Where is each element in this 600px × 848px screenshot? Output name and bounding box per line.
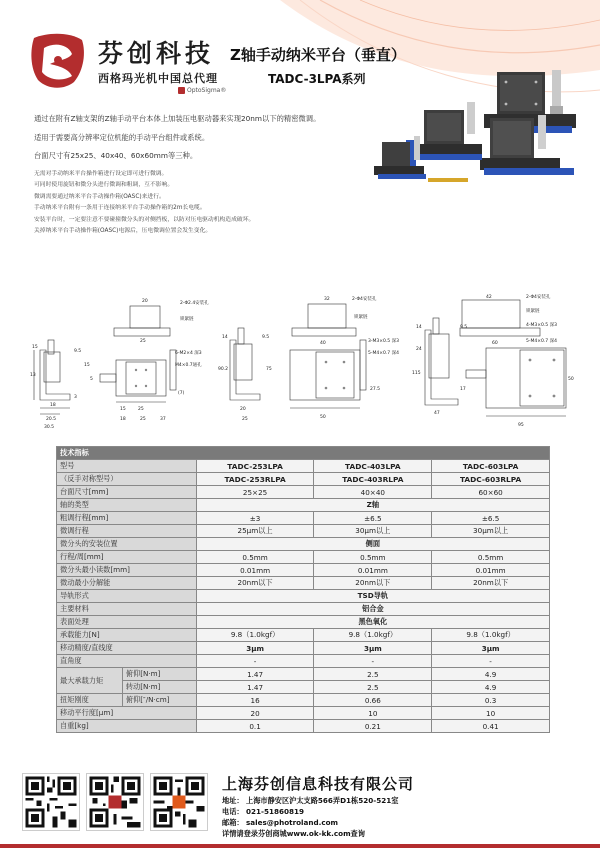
d1-dim: 13 [30,373,36,378]
d1-dim: 20.5 [46,417,57,422]
spec-cell: 0.21 [314,720,432,733]
d3-dim: 42 [486,295,492,300]
spec-cell: 0.01mm [196,564,314,577]
d1-dim: 15 [120,407,126,412]
spec-label: 承载能力[N] [57,629,197,642]
spec-cell: 0.1 [196,720,314,733]
d1-m2: 6-M2×4 深3 [175,351,202,356]
table-row [57,525,550,538]
spec-cell: 20nm以下 [314,577,432,590]
technical-drawings [30,290,575,440]
spec-cell: TADC-253LPA [196,460,314,473]
d1-dim: 25 [138,407,144,412]
spec-label: 自重[kg] [57,720,197,733]
spec-cell: 25μm以上 [196,525,314,538]
d2-m3: 3-M3×0.5 深3 [368,339,399,344]
d1-holes: 2-Φ2.4安装孔 [180,301,209,306]
footer-bar [0,844,600,848]
brand-name: 芬创科技 [98,39,215,68]
website-note[interactable]: 详情请登录芬创商城www.ok-kk.com查询 [222,829,365,838]
spec-cell: 0.5mm [432,551,550,564]
opto-logo-icon [178,87,185,94]
desc-line: 台面尺寸有25x25、40x40、60x60mm等三种。 [34,151,198,160]
d1-dim: 20 [142,299,148,304]
table-row [57,538,550,551]
spec-label: 台面尺寸[mm] [57,486,197,499]
spec-cell: 9.8（1.0kgf） [314,629,432,642]
address-label: 地址： [222,796,244,805]
table-row [57,486,550,499]
d1-dim: (7) [178,391,185,396]
d2-dim: 75 [266,367,272,372]
logo-mark-icon [28,30,88,92]
table-row [57,694,550,707]
email-label: 邮箱： [222,818,244,827]
d1-dim: 18 [50,403,56,408]
table-row [57,603,550,616]
qr-code-icon [150,773,208,831]
desc-note: 无需对手动纳米平台操作箱进行设定即可进行微调。 [34,170,168,177]
spec-cell: 3μm [196,642,314,655]
spec-cell: 30μm以上 [314,525,432,538]
d3-dim: 50 [568,377,574,382]
d3-dim: 24 [416,347,422,352]
d3-dim: 9.5 [460,325,468,330]
brand-subtitle: 西格玛光机中国总代理 [98,72,218,85]
spec-cell: 20 [196,707,314,720]
spec-cell: 3μm [432,642,550,655]
spec-cell: TADC-603RLPA [432,473,550,486]
spec-label: 微调行程 [57,525,197,538]
d1-m4: M4×0.7通孔 [175,363,202,368]
opto-badge [178,87,226,94]
spec-label: 主要材料 [57,603,197,616]
table-row [57,551,550,564]
spec-label: 导轨形式 [57,590,197,603]
table-row [57,590,550,603]
spec-cell: 1.47 [196,681,314,694]
spec-cell: 20nm以下 [196,577,314,590]
spec-label: 微分头的安装位置 [57,538,197,551]
d2-dim: 20 [240,407,246,412]
d1-dim: 5 [90,377,93,382]
d3-dim: 115 [412,371,421,376]
d2-lock: 锁紧链 [354,315,368,320]
d2-m4: 5-M4×0.7 深4 [368,351,399,356]
spec-label: 表面处理 [57,616,197,629]
company-name: 上海芬创信息科技有限公司 [222,775,415,793]
d3-dim: 95 [518,423,524,428]
desc-note: 可同时使用旋钮和微分头进行微调和粗调，互不影响。 [34,182,174,188]
spec-label: 扭矩刚度 [57,694,123,707]
d2-dim: 14 [222,335,228,340]
opto-badge-text: OptoSigma® [187,87,227,94]
phone-label: 电话： [222,807,244,816]
product-photo [372,70,587,195]
company-logo [28,30,227,102]
spec-label: 粗调行程[mm] [57,512,197,525]
spec-table-header [57,447,550,460]
spec-label: 轴的类型 [57,499,197,512]
d3-dim: 17 [460,387,466,392]
d1-dim: 15 [32,345,38,350]
table-row [57,616,550,629]
table-row [57,707,550,720]
spec-cell: ±6.5 [432,512,550,525]
desc-line: 适用于需要高分辨率定位机能的手动平台组件或系统。 [34,132,210,142]
spec-cell: 4.9 [432,668,550,681]
qr-code-icon [86,773,144,831]
contact-info [222,795,398,839]
desc-line: 通过在附有Z轴支架的Z轴手动平台本体上加装压电驱动器来实现20nm以下的精密微调。 [34,114,321,123]
d3-lock: 锁紧链 [526,309,540,314]
spec-cell: TSD导轨 [196,590,549,603]
spec-cell: 60×60 [432,486,550,499]
spec-cell: 9.8（1.0kgf） [196,629,314,642]
spec-cell: 0.41 [432,720,550,733]
spec-cell: 3μm [314,642,432,655]
table-row [57,668,550,681]
spec-cell: 0.3 [432,694,550,707]
spec-cell: 铝合金 [196,603,549,616]
spec-cell: 20nm以下 [432,577,550,590]
d3-dim: 60 [492,341,498,346]
spec-cell: TADC-603LPA [432,460,550,473]
d1-dim: 15 [84,363,90,368]
d2-holes: 2-Φ4安装孔 [352,297,377,302]
d1-dim: 25 [140,339,146,344]
d2-dim: 40 [320,341,326,346]
spec-cell: 40×40 [314,486,432,499]
qr-code-icon [22,773,80,831]
spec-section-title: 技术指标 [57,447,550,460]
spec-cell: - [314,655,432,668]
table-row [57,564,550,577]
d3-holes: 2-Φ4安装孔 [526,295,551,300]
d2-dim: 27.5 [370,387,381,392]
spec-cell: 黑色氧化 [196,616,549,629]
d2-dim: 50 [320,415,326,420]
spec-label: （反手对称型号） [57,473,197,486]
d1-dim: 30.5 [44,425,55,430]
phone: 021-51860819 [246,807,304,816]
spec-cell: 25×25 [196,486,314,499]
spec-cell: ±6.5 [314,512,432,525]
spec-cell: 10 [432,707,550,720]
spec-label: 型号 [57,460,197,473]
d3-dim: 14 [416,325,422,330]
spec-cell: 4.9 [432,681,550,694]
spec-cell: 0.01mm [432,564,550,577]
d1-dim: 9.5 [74,349,82,354]
spec-cell: TADC-403RLPA [314,473,432,486]
d2-dim: 32 [324,297,330,302]
spec-label: 微分头最小读数[mm] [57,564,197,577]
spec-sublabel: 转动[N·m] [122,681,196,694]
spec-cell: 16 [196,694,314,707]
spec-label: 移动平行度[μm] [57,707,197,720]
spec-cell: TADC-403LPA [314,460,432,473]
table-row [57,499,550,512]
table-row [57,512,550,525]
email-link[interactable]: sales@photroland.com [246,818,339,827]
table-row [57,460,550,473]
d3-m4: 5-M4×0.7 深4 [526,339,557,344]
spec-sublabel: 俯仰[N·m] [122,668,196,681]
table-row [57,681,550,694]
spec-cell: 2.5 [314,668,432,681]
spec-cell: 0.01mm [314,564,432,577]
table-row [57,720,550,733]
desc-note: 安装平台时，一定要注意不要碰撞微分头的对侧挡板，以防对压电驱动机构造成破坏。 [34,216,255,223]
d2-dim: 90.2 [218,367,229,372]
spec-cell: 0.5mm [314,551,432,564]
spec-sublabel: 俯仰[″/N·cm] [122,694,196,707]
d1-dim: 37 [160,417,166,422]
spec-label: 微动最小分解能 [57,577,197,590]
desc-note: 手动纳米平台附有一条用于连接纳米平台手动操作箱的2m长电缆。 [34,205,206,211]
spec-cell: 10 [314,707,432,720]
spec-cell: 9.8（1.0kgf） [432,629,550,642]
page-title: Z轴手动纳米平台（垂直） [230,46,406,64]
d1-lock: 锁紧链 [180,317,194,322]
d2-dim: 9.5 [262,335,270,340]
spec-cell: 1.47 [196,668,314,681]
d3-dim: 47 [434,411,440,416]
spec-label: 最大承载力矩 [57,668,123,694]
d1-dim: 25 [140,417,146,422]
spec-cell: 30μm以上 [432,525,550,538]
desc-note: 关掉纳米平台手动操作箱(OASC)电源后，压电微调位置会发生变化。 [34,228,212,234]
spec-cell: ±3 [196,512,314,525]
desc-note: 微调需要通过纳米平台手动操作箱(OASC)来进行。 [34,193,165,200]
table-row [57,655,550,668]
spec-cell: Z轴 [196,499,549,512]
page-subtitle: TADC-3LPA系列 [268,72,366,86]
d1-dim: 18 [120,417,126,422]
table-row [57,629,550,642]
table-row [57,642,550,655]
address: 上海市静安区沪太支路566弄D1栋520-521室 [246,796,399,805]
table-row [57,473,550,486]
spec-label: 行程/周[mm] [57,551,197,564]
d2-dim: 25 [242,417,248,422]
spec-cell: TADC-253RLPA [196,473,314,486]
spec-cell: - [196,655,314,668]
spec-cell: 0.66 [314,694,432,707]
spec-cell: - [432,655,550,668]
spec-cell: 2.5 [314,681,432,694]
spec-label: 移动精度/直线度 [57,642,197,655]
d1-dim: 3 [74,395,77,400]
spec-table [56,446,550,733]
spec-label: 直角度 [57,655,197,668]
description [34,113,374,238]
spec-cell: 侧面 [196,538,549,551]
table-row [57,577,550,590]
d3-m3: 4-M3×0.5 深3 [526,323,557,328]
spec-cell: 0.5mm [196,551,314,564]
